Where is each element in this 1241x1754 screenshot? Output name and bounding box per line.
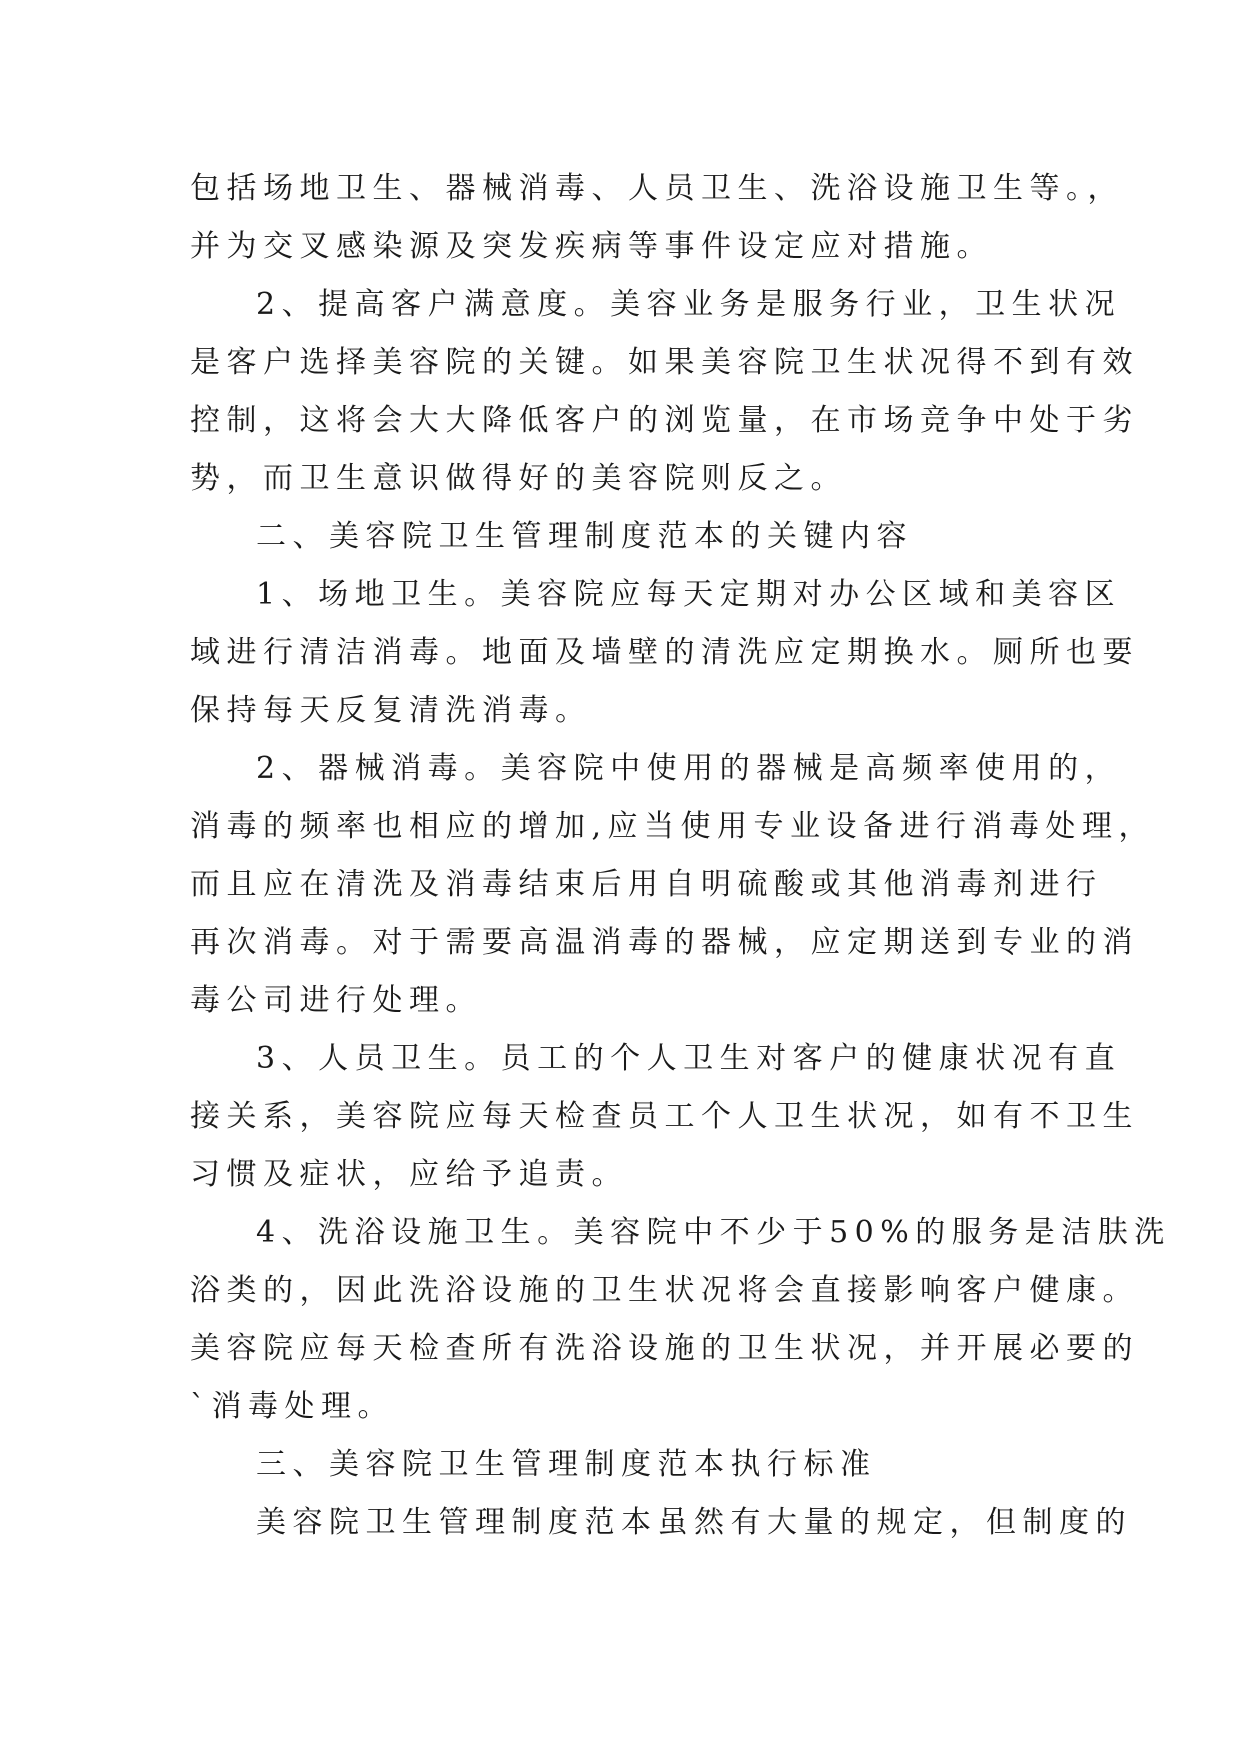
section-heading: 三、美容院卫生管理制度范本执行标准 xyxy=(256,1447,877,1482)
text-line: 美容院应每天检查所有洗浴设施的卫生状况，并开展必要的 xyxy=(190,1331,1139,1366)
text-line: 消毒的频率也相应的增加,应当使用专业设备进行消毒处理， xyxy=(190,809,1156,844)
text-line: 2、提高客户满意度。美容业务是服务行业，卫生状况 xyxy=(256,287,1122,322)
text-line: 再次消毒。对于需要高温消毒的器械，应定期送到专业的消 xyxy=(190,925,1139,960)
text-line: 毒公司进行处理。 xyxy=(190,983,482,1018)
text-line: 并为交叉感染源及突发疾病等事件设定应对措施。 xyxy=(190,229,993,264)
text-line: 习惯及症状，应给予追责。 xyxy=(190,1157,628,1192)
text-line: 域进行清洁消毒。地面及墙壁的清洗应定期换水。厕所也要 xyxy=(190,635,1139,670)
text-line: `消毒处理。 xyxy=(190,1389,394,1424)
text-line: 控制，这将会大大降低客户的浏览量，在市场竞争中处于劣 xyxy=(190,403,1139,438)
text-line: 是客户选择美容院的关键。如果美容院卫生状况得不到有效 xyxy=(190,345,1139,380)
text-line: 势，而卫生意识做得好的美容院则反之。 xyxy=(190,461,847,496)
text-line: 接关系，美容院应每天检查员工个人卫生状况，如有不卫生 xyxy=(190,1099,1139,1134)
text-line: 美容院卫生管理制度范本虽然有大量的规定，但制度的 xyxy=(256,1505,1132,1540)
document-body xyxy=(190,160,1171,1552)
text-line: 4、洗浴设施卫生。美容院中不少于50%的服务是洁肤洗 xyxy=(256,1215,1171,1250)
text-line: 浴类的，因此洗浴设施的卫生状况将会直接影响客户健康。 xyxy=(190,1273,1139,1308)
section-heading: 二、美容院卫生管理制度范本的关键内容 xyxy=(256,519,913,554)
text-line: 3、人员卫生。员工的个人卫生对客户的健康状况有直 xyxy=(256,1041,1122,1076)
text-line: 1、场地卫生。美容院应每天定期对办公区域和美容区 xyxy=(256,577,1122,612)
text-line: 保持每天反复清洗消毒。 xyxy=(190,693,592,728)
text-line: 而且应在清洗及消毒结束后用自明硫酸或其他消毒剂进行 xyxy=(190,867,1103,902)
text-line: 2、器械消毒。美容院中使用的器械是高频率使用的， xyxy=(256,751,1122,786)
text-line: 包括场地卫生、器械消毒、人员卫生、洗浴设施卫生等。， xyxy=(190,171,1124,206)
